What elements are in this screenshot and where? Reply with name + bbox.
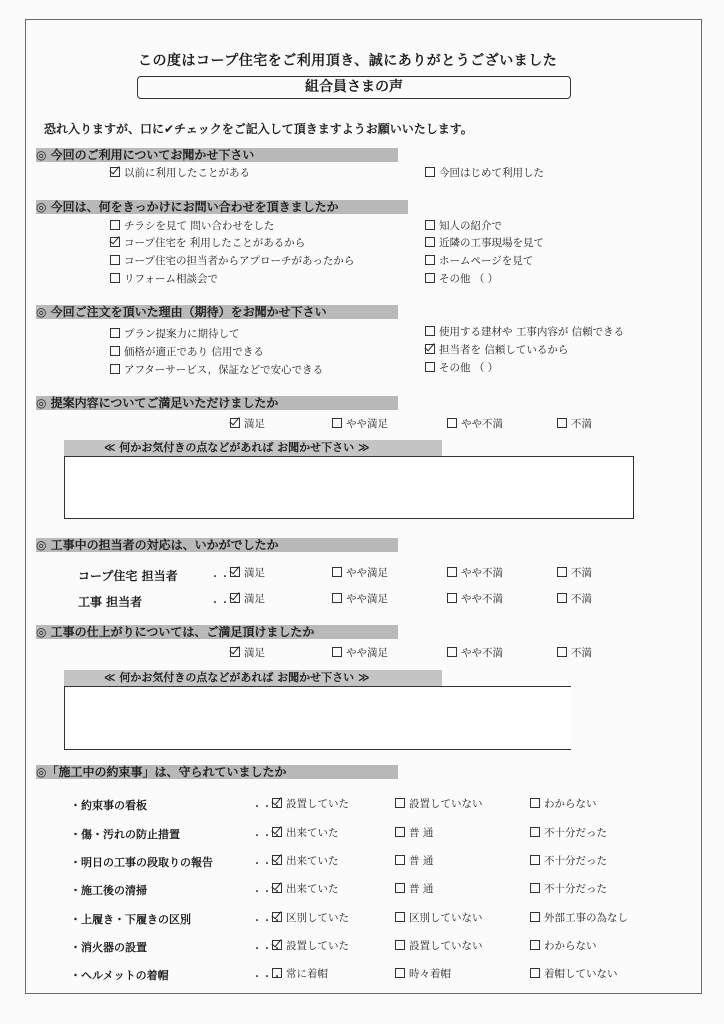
rating-dissatisfied[interactable]: 不満 (557, 592, 592, 606)
checkbox-icon[interactable] (395, 912, 405, 922)
section-title: ◎ 提案内容についてご満足いただけましたか (36, 396, 279, 410)
checkbox-icon[interactable] (530, 855, 540, 865)
checkbox-icon[interactable] (395, 968, 405, 978)
checkbox-icon[interactable] (332, 418, 342, 428)
section-title: ◎「施工中の約束事」は、守られていましたか (36, 765, 287, 779)
rating-satisfied[interactable]: 満足 (230, 592, 265, 606)
checkbox-checked-icon[interactable] (272, 798, 282, 808)
option-price[interactable]: 価格が適正であり 信用できる (110, 345, 264, 359)
section-header-reason (36, 305, 398, 319)
section-header-proposal (36, 396, 398, 410)
leader-dots: ・・・ (252, 859, 282, 870)
rule-option-b[interactable]: 設置していない (395, 797, 483, 811)
option-first-time[interactable]: 今回はじめて利用した (425, 166, 544, 180)
rule-option-b[interactable]: 時々着帽 (395, 967, 451, 981)
option-other[interactable]: その他 （ ） (425, 272, 498, 286)
rule-label: ・消火器の設置 (70, 941, 147, 954)
checkbox-icon[interactable] (425, 326, 435, 336)
subtitle-box (137, 76, 571, 99)
checkbox-icon[interactable] (530, 912, 540, 922)
checkbox-icon[interactable] (425, 167, 435, 177)
page-title: この度はコープ住宅をご利用頂き、誠にありがとうございました (138, 53, 558, 69)
checkbox-icon[interactable] (447, 647, 457, 657)
comment-prompt: ≪ 何かお気付きの点などがあれば お聞かせ下さい ≫ (104, 441, 370, 454)
rating-satisfied[interactable]: 満足 (230, 417, 265, 431)
checkbox-icon[interactable] (425, 220, 435, 230)
rule-option-a[interactable]: 常に着帽 (272, 967, 328, 981)
comment-banner (64, 670, 442, 686)
option-approach[interactable]: コープ住宅の担当者からアプローチがあったから (110, 254, 354, 268)
checkbox-icon[interactable] (530, 883, 540, 893)
section-title: ◎ 今回のご利用についてお聞かせ下さい (36, 148, 255, 162)
rule-option-b[interactable]: 普 通 (395, 826, 433, 840)
checkbox-icon[interactable] (110, 364, 120, 374)
rule-label: ・約束事の看板 (70, 799, 147, 812)
checkbox-checked-icon[interactable] (272, 883, 282, 893)
checkbox-checked-icon[interactable] (230, 593, 240, 603)
leader-dots: ・・・ (252, 831, 282, 842)
section-title: ◎ 今回ご注文を頂いた理由（期待）をお聞かせ下さい (36, 305, 327, 319)
rating-dissatisfied[interactable]: 不満 (557, 646, 592, 660)
rule-option-a[interactable]: 出来ていた (272, 882, 339, 896)
checkbox-checked-icon[interactable] (272, 827, 282, 837)
rule-option-a[interactable]: 設置していた (272, 797, 349, 811)
checkbox-icon[interactable] (530, 940, 540, 950)
rule-option-a[interactable]: 区別していた (272, 911, 349, 925)
option-referral[interactable]: 知人の紹介で (425, 219, 502, 233)
rule-option-b[interactable]: 普 通 (395, 854, 433, 868)
checkbox-icon[interactable] (557, 647, 567, 657)
checkbox-icon[interactable] (110, 346, 120, 356)
checkbox-icon[interactable] (110, 273, 120, 283)
option-reform-fair[interactable]: リフォーム相談会で (110, 272, 218, 286)
checkbox-icon[interactable] (447, 567, 457, 577)
checkbox-icon[interactable] (272, 968, 282, 978)
rule-option-a[interactable]: 設置していた (272, 939, 349, 953)
checkbox-icon[interactable] (395, 855, 405, 865)
checkbox-icon[interactable] (110, 328, 120, 338)
option-other[interactable]: その他 （ ） (425, 361, 498, 375)
rating-satisfied[interactable]: 満足 (230, 566, 265, 580)
rule-option-c[interactable]: 不十分だった (530, 826, 607, 840)
section-header-staff (36, 538, 398, 552)
section-title: ◎ 今回は、何をきっかけにお問い合わせを頂きましたか (36, 200, 339, 214)
checkbox-icon[interactable] (530, 798, 540, 808)
checkbox-checked-icon[interactable] (272, 940, 282, 950)
intro-text: 恐れ入りますが、口に✔チェックをご記入して頂きますようお願いいたします。 (44, 122, 473, 136)
checkbox-checked-icon[interactable] (110, 237, 120, 247)
checkbox-icon[interactable] (395, 883, 405, 893)
section-title: ◎ 工事中の担当者の対応は、いかがでしたか (36, 538, 279, 552)
rule-label: ・明日の工事の段取りの報告 (70, 856, 213, 869)
comment-banner (64, 440, 442, 456)
leader-dots: ・・・ (210, 598, 240, 609)
rating-somewhat-satisfied[interactable]: やや満足 (332, 646, 388, 660)
rule-label: ・上履き・下履きの区別 (70, 913, 191, 926)
section-header-rules (36, 765, 398, 779)
option-used-before[interactable]: 以前に利用したことがある (110, 166, 250, 180)
rule-option-c[interactable]: 不十分だった (530, 854, 607, 868)
checkbox-icon[interactable] (530, 827, 540, 837)
option-nearby-site[interactable]: 近隣の工事現場を見て (425, 236, 544, 250)
rating-somewhat-satisfied[interactable]: やや満足 (332, 417, 388, 431)
checkbox-checked-icon[interactable] (425, 344, 435, 354)
option-homepage[interactable]: ホームページを見て (425, 254, 533, 268)
checkbox-icon[interactable] (530, 968, 540, 978)
leader-dots: ・・・ (252, 972, 282, 983)
leader-dots: ・・・ (252, 916, 282, 927)
option-plan[interactable]: プラン提案力に期待して (110, 327, 240, 341)
section-header-trigger (36, 200, 408, 214)
checkbox-icon[interactable] (395, 798, 405, 808)
rule-option-c[interactable]: わからない (530, 939, 597, 953)
checkbox-checked-icon[interactable] (272, 912, 282, 922)
rating-somewhat-dissatisfied[interactable]: やや不満 (447, 646, 503, 660)
checkbox-checked-icon[interactable] (110, 167, 120, 177)
rule-label: ・施工後の清掃 (70, 884, 147, 897)
rating-dissatisfied[interactable]: 不満 (557, 417, 592, 431)
checkbox-icon[interactable] (395, 940, 405, 950)
section-header-usage (36, 148, 398, 162)
rule-option-c[interactable]: 不十分だった (530, 882, 607, 896)
rule-option-b[interactable]: 設置していない (395, 939, 483, 953)
rule-option-b[interactable]: 普 通 (395, 882, 433, 896)
checkbox-icon[interactable] (332, 567, 342, 577)
rating-somewhat-satisfied[interactable]: やや満足 (332, 566, 388, 580)
leader-dots: ・・・ (252, 944, 282, 955)
checkbox-icon[interactable] (332, 593, 342, 603)
rule-option-a[interactable]: 出来ていた (272, 854, 339, 868)
rule-option-b[interactable]: 区別していない (395, 911, 483, 925)
checkbox-icon[interactable] (557, 567, 567, 577)
option-flyer[interactable]: チラシを見て 問い合わせをした (110, 219, 274, 233)
checkbox-icon[interactable] (110, 255, 120, 265)
leader-dots: ・・・ (252, 887, 282, 898)
checkbox-checked-icon[interactable] (230, 567, 240, 577)
checkbox-checked-icon[interactable] (230, 418, 240, 428)
rule-option-c[interactable]: 外部工事の為なし (530, 911, 628, 925)
checkbox-icon[interactable] (557, 418, 567, 428)
section-header-finish (36, 625, 398, 639)
option-aftercare[interactable]: アフターサービス，保証などで安心できる (110, 363, 323, 377)
checkbox-icon[interactable] (425, 362, 435, 372)
checkbox-icon[interactable] (425, 255, 435, 265)
rating-dissatisfied[interactable]: 不満 (557, 566, 592, 580)
checkbox-icon[interactable] (447, 593, 457, 603)
page-subtitle: 組合員さまの声 (305, 79, 403, 95)
checkbox-icon[interactable] (110, 220, 120, 230)
checkbox-checked-icon[interactable] (230, 647, 240, 657)
checkbox-icon[interactable] (425, 237, 435, 247)
comment-box[interactable] (64, 686, 571, 750)
rule-label: ・ヘルメットの着帽 (70, 969, 169, 982)
rating-somewhat-dissatisfied[interactable]: やや不満 (447, 417, 503, 431)
rule-option-c[interactable]: わからない (530, 797, 597, 811)
row-label-construction-staff: 工事 担当者 (78, 595, 143, 609)
checkbox-icon[interactable] (447, 418, 457, 428)
option-materials[interactable]: 使用する建材や 工事内容が 信頼できる (425, 325, 624, 339)
rating-somewhat-dissatisfied[interactable]: やや不満 (447, 592, 503, 606)
rule-label: ・傷・汚れの防止措置 (70, 828, 180, 841)
leader-dots: ・・・ (252, 802, 282, 813)
checkbox-icon[interactable] (332, 647, 342, 657)
option-used-coop[interactable]: コープ住宅を 利用したことがあるから (110, 236, 305, 250)
checkbox-checked-icon[interactable] (272, 855, 282, 865)
checkbox-icon[interactable] (425, 273, 435, 283)
rule-option-c[interactable]: 着帽していない (530, 967, 618, 981)
section-title: ◎ 工事の仕上がりについては、ご満足頂けましたか (36, 625, 315, 639)
rating-somewhat-satisfied[interactable]: やや満足 (332, 592, 388, 606)
rule-option-a[interactable]: 出来ていた (272, 826, 339, 840)
rating-satisfied[interactable]: 満足 (230, 646, 265, 660)
comment-prompt: ≪ 何かお気付きの点などがあれば お聞かせ下さい ≫ (104, 671, 370, 684)
checkbox-icon[interactable] (395, 827, 405, 837)
rating-somewhat-dissatisfied[interactable]: やや不満 (447, 566, 503, 580)
checkbox-icon[interactable] (557, 593, 567, 603)
leader-dots: ・・・ (210, 572, 240, 583)
option-trust-staff[interactable]: 担当者を 信頼しているから (425, 343, 568, 357)
comment-box[interactable] (64, 456, 634, 519)
row-label-coop-staff: コープ住宅 担当者 (78, 569, 178, 583)
